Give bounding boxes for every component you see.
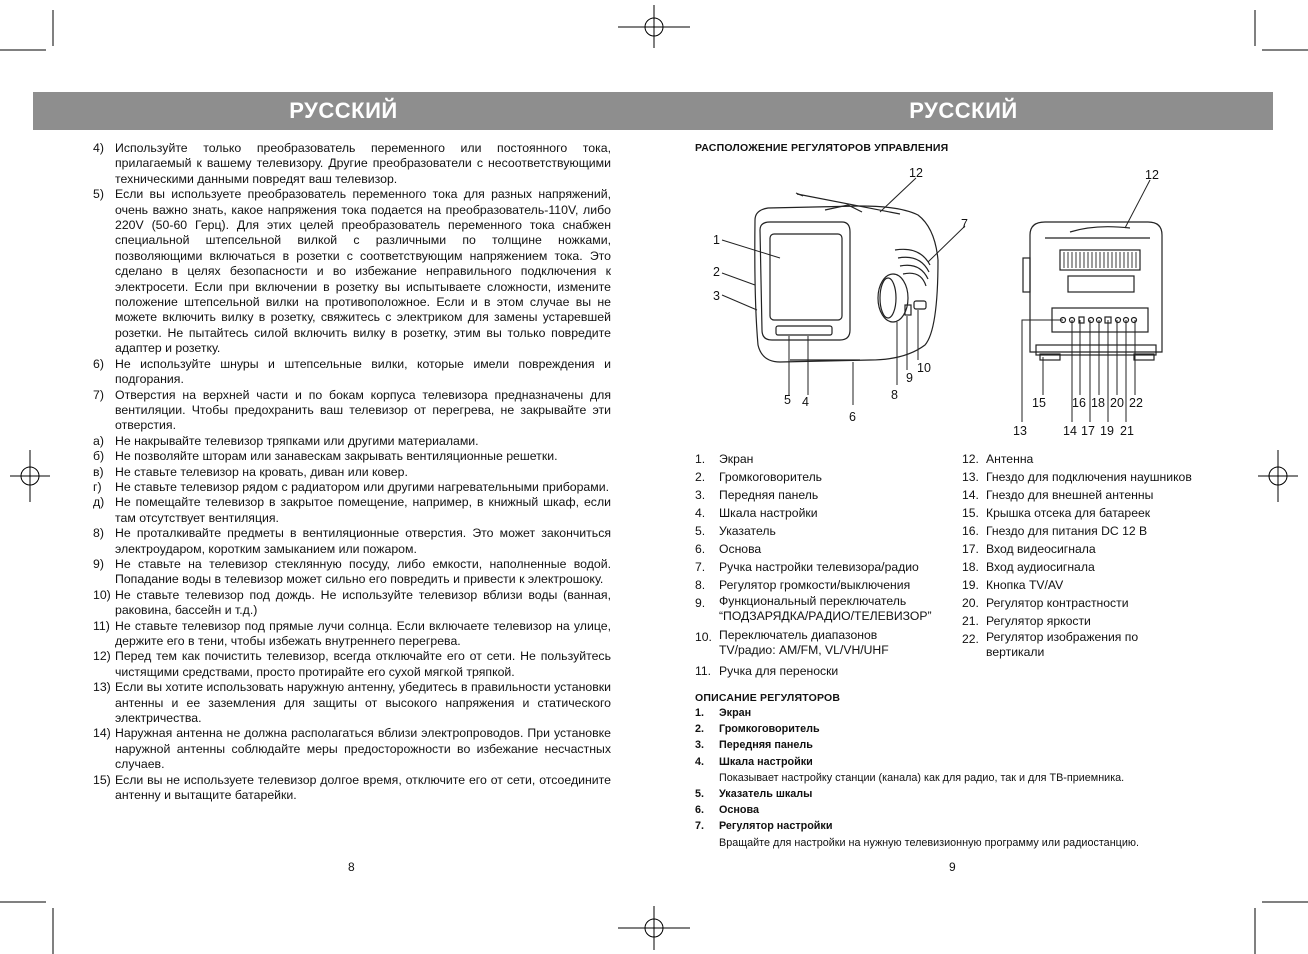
part-item	[962, 540, 1252, 558]
instruction-text: Не ставьте телевизор под прямые лучи солнца. Если включаете телевизор на улице, держите его в тени, чтобы избежать внутреннего перегрева.	[115, 618, 611, 648]
instruction-item	[93, 434, 611, 449]
diagram-label-4: 4	[802, 395, 809, 409]
instruction-number: б)	[93, 449, 105, 464]
instruction-text: Не используйте шнуры и штепсельные вилки, которые имели повреждения и подгорания.	[115, 356, 611, 387]
part-label	[986, 468, 1192, 486]
instruction-item	[93, 449, 611, 464]
instruction-text: Не ставьте на телевизор стеклянную посуду, либо емкости, наполненные водой. Попадание воды в телевизор может сильно его повредить и привести к электрошоку.	[115, 556, 611, 587]
instruction-number: 5)	[93, 187, 104, 202]
part-number: 8.	[695, 578, 706, 592]
description-title: Регулятор настройки	[719, 820, 833, 833]
instruction-item	[93, 557, 611, 588]
part-text: Регулятор громкости/выключения	[719, 578, 911, 592]
part-text: Шкала настройки	[719, 506, 818, 520]
diagram-label-7: 7	[961, 217, 968, 231]
instruction-number: 4)	[93, 141, 104, 155]
part-item	[695, 504, 955, 522]
description-number: 5.	[695, 788, 705, 801]
instruction-number: 8)	[93, 526, 104, 541]
part-number: 12.	[962, 452, 979, 466]
part-number: 14.	[962, 488, 979, 502]
part-number: 17.	[962, 542, 979, 556]
diagram-label-10: 10	[917, 361, 931, 375]
instruction-text: Не ставьте телевизор под дождь. Не используйте телевизор вблизи воды (ванная, раковина, бассейн и т.д.)	[115, 587, 611, 618]
part-item	[695, 450, 955, 468]
instruction-number: 13)	[93, 680, 111, 695]
diagram-label-1: 1	[713, 233, 720, 247]
part-text: Ручка для переноски	[719, 664, 839, 678]
page-number-left: 8	[348, 860, 355, 874]
part-label	[986, 558, 1095, 576]
part-label	[719, 450, 753, 468]
instruction-item	[93, 526, 611, 557]
instruction-item	[93, 726, 611, 772]
page-number-right: 9	[949, 860, 956, 874]
description-number: 4.	[695, 755, 705, 768]
part-item	[962, 468, 1252, 486]
part-number: 13.	[962, 470, 979, 484]
diagram-label-12-back: 12	[1145, 168, 1159, 182]
description-item	[695, 721, 1255, 737]
tuning-scale	[776, 326, 832, 335]
tv-front-bezel	[760, 222, 850, 340]
part-text: Гнездо для внешней антенны	[986, 488, 1154, 502]
description-number: 3.	[695, 739, 705, 752]
diagram-label-21: 21	[1120, 424, 1134, 438]
part-label	[719, 468, 822, 486]
instruction-item	[93, 465, 611, 480]
part-text: Ручка настройки телевизора/радио	[719, 560, 919, 574]
part-item	[695, 628, 955, 658]
part-text: Кнопка TV/AV	[986, 578, 1064, 592]
description-title: Шкала настройки	[719, 755, 813, 768]
part-text: Переключатель диапазонов	[719, 628, 878, 642]
part-item	[962, 558, 1252, 576]
part-text: Вход видеосигнала	[986, 542, 1096, 556]
part-label	[986, 522, 1147, 540]
instruction-number: в)	[93, 464, 104, 479]
part-label	[986, 486, 1153, 504]
description-number: 7.	[695, 820, 705, 833]
part-item	[962, 594, 1252, 612]
description-number: 6.	[695, 804, 705, 817]
part-item	[962, 486, 1252, 504]
part-label	[719, 662, 838, 680]
instruction-text: Наружная антенна не должна располагаться вблизи электропроводов. При установке наружной антенны соблюдайте меры предосторожности во избежание несчастных случаев.	[115, 726, 611, 772]
tv-screen	[770, 234, 842, 320]
part-number: 9.	[695, 596, 706, 610]
diagram-label-9: 9	[906, 371, 913, 385]
parts-list-left	[695, 450, 955, 680]
part-item	[695, 662, 955, 680]
tv-diagram	[690, 160, 1280, 445]
part-text: Передняя панель	[719, 488, 819, 502]
part-item	[962, 450, 1252, 468]
description-item	[695, 754, 1255, 770]
description-item	[695, 802, 1255, 818]
part-text: Громкоговоритель	[719, 470, 823, 484]
part-item	[695, 558, 955, 576]
parts-list-right	[962, 450, 1252, 664]
part-number: 1.	[695, 452, 706, 466]
part-number: 3.	[695, 488, 706, 502]
diagram-label-17: 17	[1081, 424, 1095, 438]
safety-instructions-list	[93, 141, 611, 803]
part-item	[962, 576, 1252, 594]
controls-location-title: РАСПОЛОЖЕНИЕ РЕГУЛЯТОРОВ УПРАВЛЕНИЯ	[695, 142, 949, 154]
part-label	[719, 576, 910, 594]
diagram-label-8: 8	[891, 388, 898, 402]
instruction-item	[93, 680, 611, 726]
part-text: Основа	[719, 542, 762, 556]
instruction-item	[93, 388, 611, 434]
description-number: 1.	[695, 707, 705, 719]
diagram-label-13: 13	[1013, 424, 1027, 438]
part-number: 4.	[695, 506, 706, 520]
part-label	[986, 576, 1063, 594]
instruction-text: Отверстия на верхней части и по бокам корпуса телевизора предназначены для вентиляции. Чтобы предохранить ваш телевизор от перегрева, не закрывайте эти отверстия.	[115, 387, 611, 433]
instruction-number: 11)	[93, 618, 110, 633]
controls-description-list	[695, 705, 1255, 851]
part-item	[695, 522, 955, 540]
instruction-text: Не ставьте телевизор рядом с радиатором или другими нагревательными приборами.	[115, 479, 610, 494]
part-text-line2: вертикали	[986, 645, 1045, 659]
part-label	[719, 522, 776, 540]
part-label	[986, 504, 1150, 522]
instruction-text: Не позволяйте шторам или занавескам закрывать вентиляционные решетки.	[115, 449, 558, 464]
description-number: 2.	[695, 723, 705, 736]
description-title: Громкоговоритель	[719, 723, 820, 736]
instruction-item	[93, 773, 611, 804]
instruction-number: 10)	[93, 587, 111, 602]
diagram-label-19: 19	[1100, 424, 1114, 438]
part-number: 22.	[962, 632, 979, 646]
left-header-banner	[33, 92, 654, 130]
instruction-number: 7)	[93, 387, 104, 402]
part-number: 6.	[695, 542, 706, 556]
part-text-line2: TV/радио: AM/FM, VL/VH/UHF	[719, 643, 889, 657]
part-label	[986, 450, 1033, 468]
description-note: Вращайте для настройки на нужную телевизионную программу или радиостанцию.	[719, 836, 1139, 849]
diagram-label-20: 20	[1110, 396, 1124, 410]
part-item	[962, 522, 1252, 540]
diagram-label-6: 6	[849, 410, 856, 424]
instruction-text: Не проталкивайте предметы в вентиляционные отверстия. Это может закончиться электроударом, коротким замыканием или пожаром.	[115, 526, 611, 556]
right-header-banner	[654, 92, 1273, 130]
left-page-title: РУССКИЙ	[289, 98, 398, 123]
instruction-text: Если вы используете преобразователь переменного тока для разных напряжений, очень важно знать, какое напряжения тока подается на преобразователь-110V, либо 220V (50-60 Герц). Для этих целей преобразователь переменного тока снабжен специальной штепсельной вилкой с различными по толщине ножками, позволяющими включаться в розетки с соответствующим напряжением тока. Это сделано в целях безопасности и во избежание неправильного подключения к электросети. Если при включении в розетку вы испытываете сложности, измените положение штепсельной вилки на противоположное. Если и в этом случае вы не можете включить вилку в розетку, свяжитесь с электриком для замены устаревшей розетки. Не пытайтесь силой включить вилку в розетку, этим вы только повредите адаптер и розетку.	[115, 187, 611, 356]
part-text: Регулятор изображения по	[986, 630, 1139, 644]
part-text-line2: “ПОДЗАРЯДКА/РАДИО/ТЕЛЕВИЗОР”	[719, 609, 932, 623]
diagram-label-14: 14	[1063, 424, 1077, 438]
instruction-item	[93, 141, 611, 187]
instruction-text: Не накрывайте телевизор тряпками или другими материалами.	[115, 433, 479, 448]
instruction-text: Если вы не используете телевизор долгое время, отключите его от сети, отсоедините антенну и вытащите батарейки.	[115, 772, 611, 803]
diagram-label-2: 2	[713, 265, 720, 279]
instruction-number: 6)	[93, 356, 104, 371]
back-connector-panel	[1052, 308, 1148, 332]
part-number: 19.	[962, 578, 979, 592]
instruction-text: Не помещайте телевизор в закрытое помещение, например, в книжный шкаф, если там отсутствует вентиляция.	[115, 495, 611, 525]
diagram-label-22: 22	[1129, 396, 1143, 410]
diagram-label-5: 5	[784, 393, 791, 407]
part-label	[719, 628, 889, 658]
instruction-text: Не ставьте телевизор на кровать, диван или ковер.	[115, 464, 408, 479]
instruction-number: 12)	[93, 649, 111, 664]
part-number: 11.	[695, 664, 712, 678]
description-title: ОПИСАНИЕ РЕГУЛЯТОРОВ	[695, 692, 841, 704]
instruction-number: 9)	[93, 556, 104, 571]
part-label	[719, 486, 818, 504]
part-text: Экран	[719, 452, 754, 466]
part-item	[695, 540, 955, 558]
instruction-number: 14)	[93, 726, 111, 741]
instruction-item	[93, 480, 611, 495]
part-text: Функциональный переключатель	[719, 594, 907, 608]
part-text: Регулятор яркости	[986, 614, 1091, 628]
description-item	[695, 818, 1255, 834]
instruction-item	[93, 619, 611, 650]
diagram-label-16: 16	[1072, 396, 1086, 410]
part-item	[695, 486, 955, 504]
part-label	[986, 630, 1138, 660]
part-text: Антенна	[986, 452, 1034, 466]
part-text: Вход аудиосигнала	[986, 560, 1095, 574]
part-label	[986, 540, 1096, 558]
instruction-number: д)	[93, 495, 105, 510]
instruction-number: 15)	[93, 772, 111, 787]
description-title: Экран	[719, 707, 752, 719]
instruction-item	[93, 187, 611, 356]
part-label	[986, 612, 1091, 630]
part-item	[962, 504, 1252, 522]
instruction-number: а)	[93, 433, 104, 448]
description-item	[695, 786, 1255, 802]
description-title: Передняя панель	[719, 739, 813, 752]
part-label	[719, 504, 818, 522]
part-item	[962, 630, 1252, 660]
part-text: Регулятор контрастности	[986, 596, 1129, 610]
part-text: Указатель	[719, 524, 776, 538]
part-label	[719, 558, 919, 576]
instruction-item	[93, 588, 611, 619]
part-item	[695, 468, 955, 486]
part-text: Гнездо для питания DC 12 В	[986, 524, 1148, 538]
instruction-item	[93, 357, 611, 388]
right-page-title: РУССКИЙ	[909, 98, 1018, 123]
part-item	[695, 576, 955, 594]
part-text: Гнездо для подключения наушников	[986, 470, 1192, 484]
description-title: Основа	[719, 804, 760, 817]
part-text: Крышка отсека для батареек	[986, 506, 1151, 520]
instruction-text: Если вы хотите использовать наружную антенну, убедитесь в правильности установки антенны и ее заземления для защиты от высокого напряжения и статического электричества.	[115, 680, 611, 726]
part-number: 18.	[962, 560, 979, 574]
instruction-text: Используйте только преобразователь переменного или постоянного тока, прилагаемый к вашему телевизору. Другие преобразователи с несоответствующими техническими данными повредят ваш телевизор.	[115, 141, 611, 186]
instruction-text: Перед тем как почистить телевизор, всегда отключайте его от сети. Не пользуйтесь чистящими средствами, просто протирайте его сухой мягкой тряпкой.	[115, 649, 611, 679]
instruction-item	[93, 495, 611, 526]
diagram-label-3: 3	[713, 289, 720, 303]
part-label	[719, 540, 761, 558]
part-number: 10.	[695, 630, 712, 644]
diagram-label-18: 18	[1091, 396, 1105, 410]
part-item	[695, 594, 955, 624]
diagram-label-15: 15	[1032, 396, 1046, 410]
part-number: 7.	[695, 560, 706, 574]
part-item	[962, 612, 1252, 630]
part-number: 5.	[695, 524, 706, 538]
instruction-item	[93, 649, 611, 680]
part-label	[986, 594, 1129, 612]
part-number: 15.	[962, 506, 979, 520]
description-item	[695, 737, 1255, 753]
part-number: 2.	[695, 470, 706, 484]
part-label	[719, 594, 932, 624]
part-number: 16.	[962, 524, 979, 538]
diagram-label-12-front: 12	[909, 166, 923, 180]
description-note: Показывает настройку станции (канала) как для радио, так и для ТВ-приемника.	[719, 771, 1125, 784]
part-number: 21.	[962, 614, 979, 628]
description-item	[695, 705, 1255, 721]
instruction-number: г)	[93, 479, 102, 494]
part-number: 20.	[962, 596, 979, 610]
description-title: Указатель шкалы	[719, 788, 813, 801]
